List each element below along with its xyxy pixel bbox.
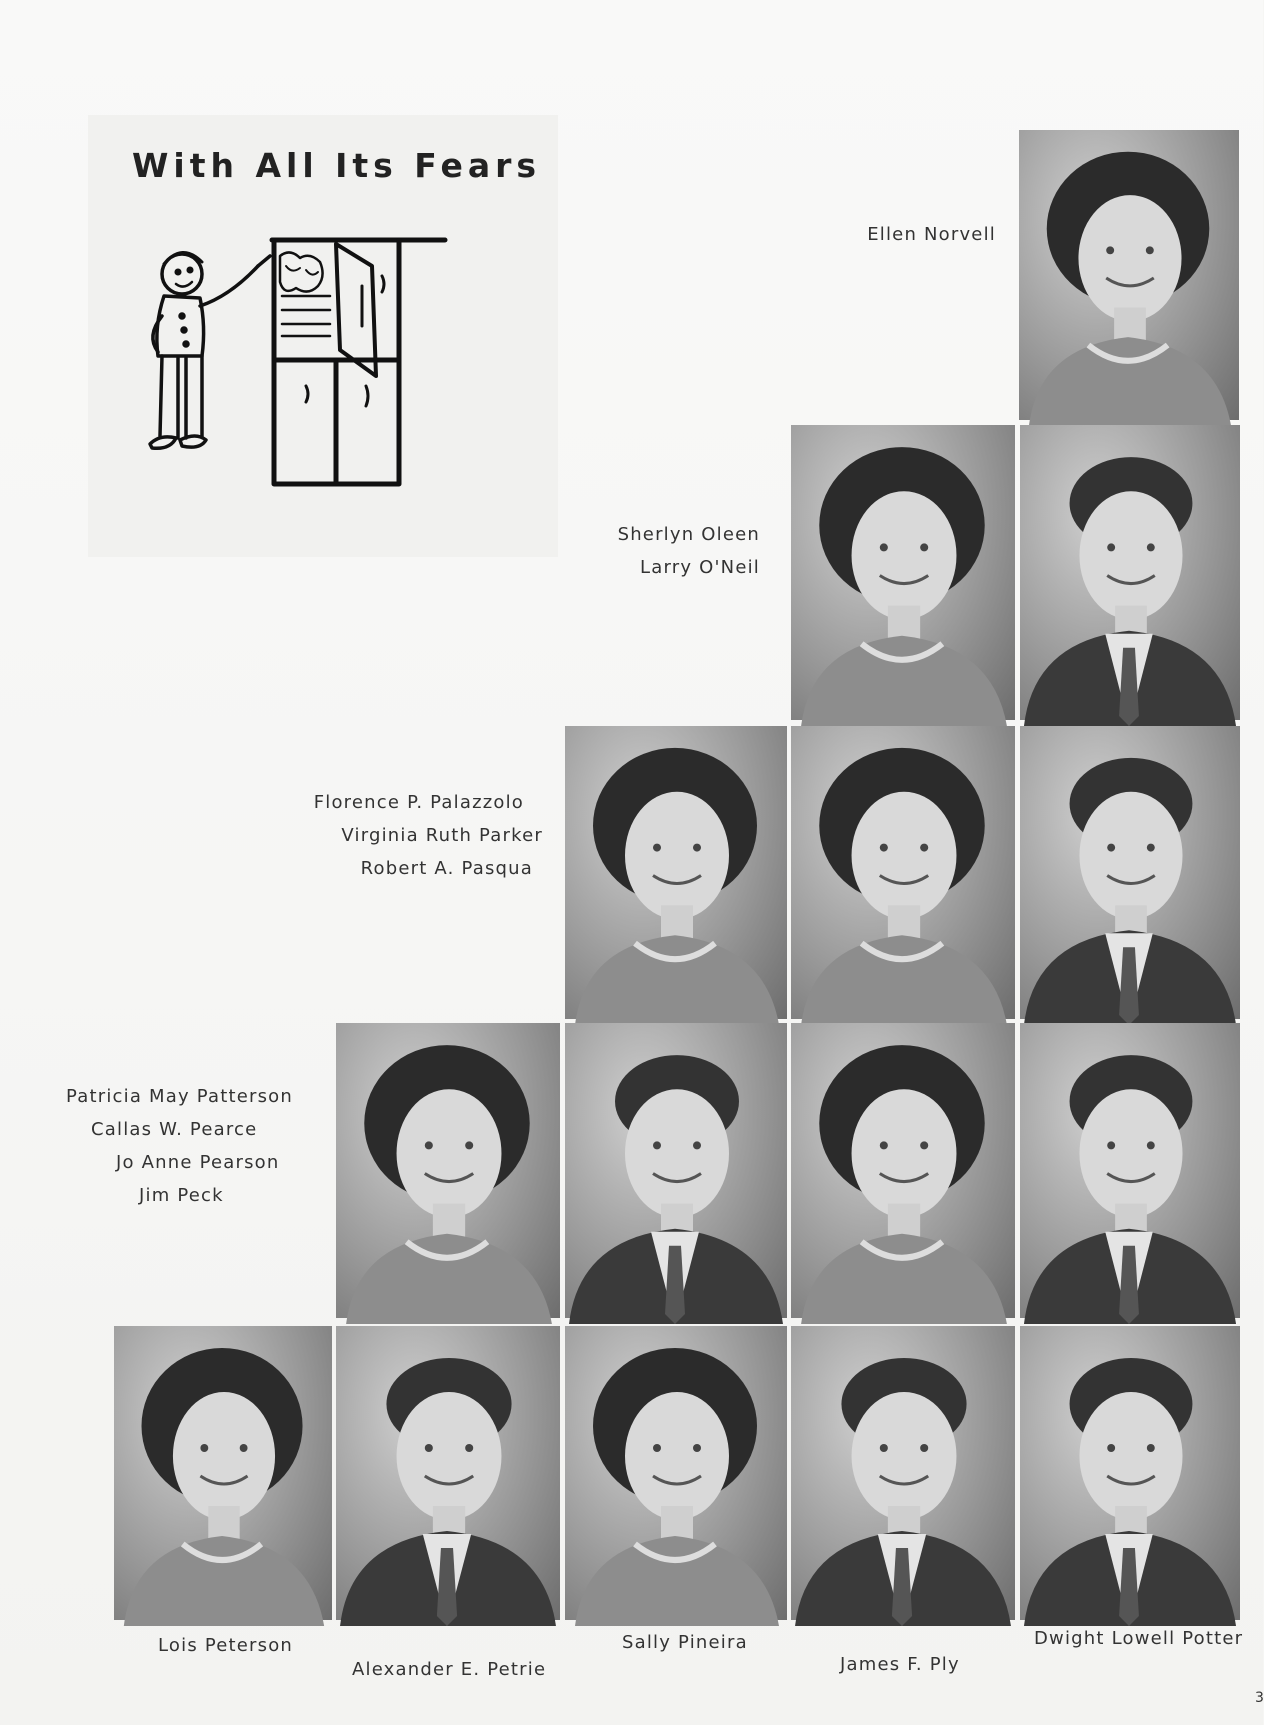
cartoon-refrigerator-illustration bbox=[140, 226, 450, 496]
page-title: With All Its Fears bbox=[132, 146, 542, 185]
student-name: Larry O'Neil bbox=[640, 557, 760, 578]
student-portrait bbox=[791, 726, 1015, 1019]
student-name: Florence P. Palazzolo bbox=[313, 792, 524, 813]
student-portrait bbox=[791, 425, 1015, 720]
name-group-row2 bbox=[520, 518, 760, 584]
student-portrait bbox=[1020, 425, 1240, 720]
name-group-row3 bbox=[250, 786, 543, 885]
student-name: Virginia Ruth Parker bbox=[341, 825, 543, 846]
student-name: Sherlyn Oleen bbox=[617, 524, 760, 545]
student-portrait bbox=[565, 1326, 787, 1620]
photo-caption: James F. Ply bbox=[840, 1654, 960, 1675]
student-portrait bbox=[1019, 130, 1239, 420]
photo-caption: Dwight Lowell Potter bbox=[1034, 1628, 1244, 1649]
student-portrait bbox=[565, 726, 787, 1019]
student-name: Jo Anne Pearson bbox=[116, 1152, 280, 1173]
name-group-row1 bbox=[760, 218, 996, 251]
photo-caption: Lois Peterson bbox=[158, 1635, 294, 1656]
student-portrait bbox=[565, 1023, 787, 1318]
student-portrait bbox=[791, 1326, 1015, 1620]
student-portrait bbox=[1020, 1023, 1240, 1318]
student-name: Patricia May Patterson bbox=[66, 1086, 293, 1107]
student-name: Callas W. Pearce bbox=[91, 1119, 258, 1140]
student-portrait bbox=[114, 1326, 332, 1620]
student-portrait bbox=[791, 1023, 1015, 1318]
student-name: Robert A. Pasqua bbox=[360, 858, 533, 879]
photo-caption: Alexander E. Petrie bbox=[352, 1659, 547, 1680]
student-portrait bbox=[336, 1326, 560, 1620]
student-portrait bbox=[1020, 1326, 1240, 1620]
page-number: 3 bbox=[1255, 1690, 1264, 1706]
student-portrait bbox=[1020, 726, 1240, 1019]
name-group-row4 bbox=[66, 1080, 326, 1212]
student-name: Jim Peck bbox=[139, 1185, 224, 1206]
photo-caption: Sally Pineira bbox=[622, 1632, 748, 1653]
student-name: Ellen Norvell bbox=[867, 224, 996, 245]
student-portrait bbox=[336, 1023, 560, 1318]
